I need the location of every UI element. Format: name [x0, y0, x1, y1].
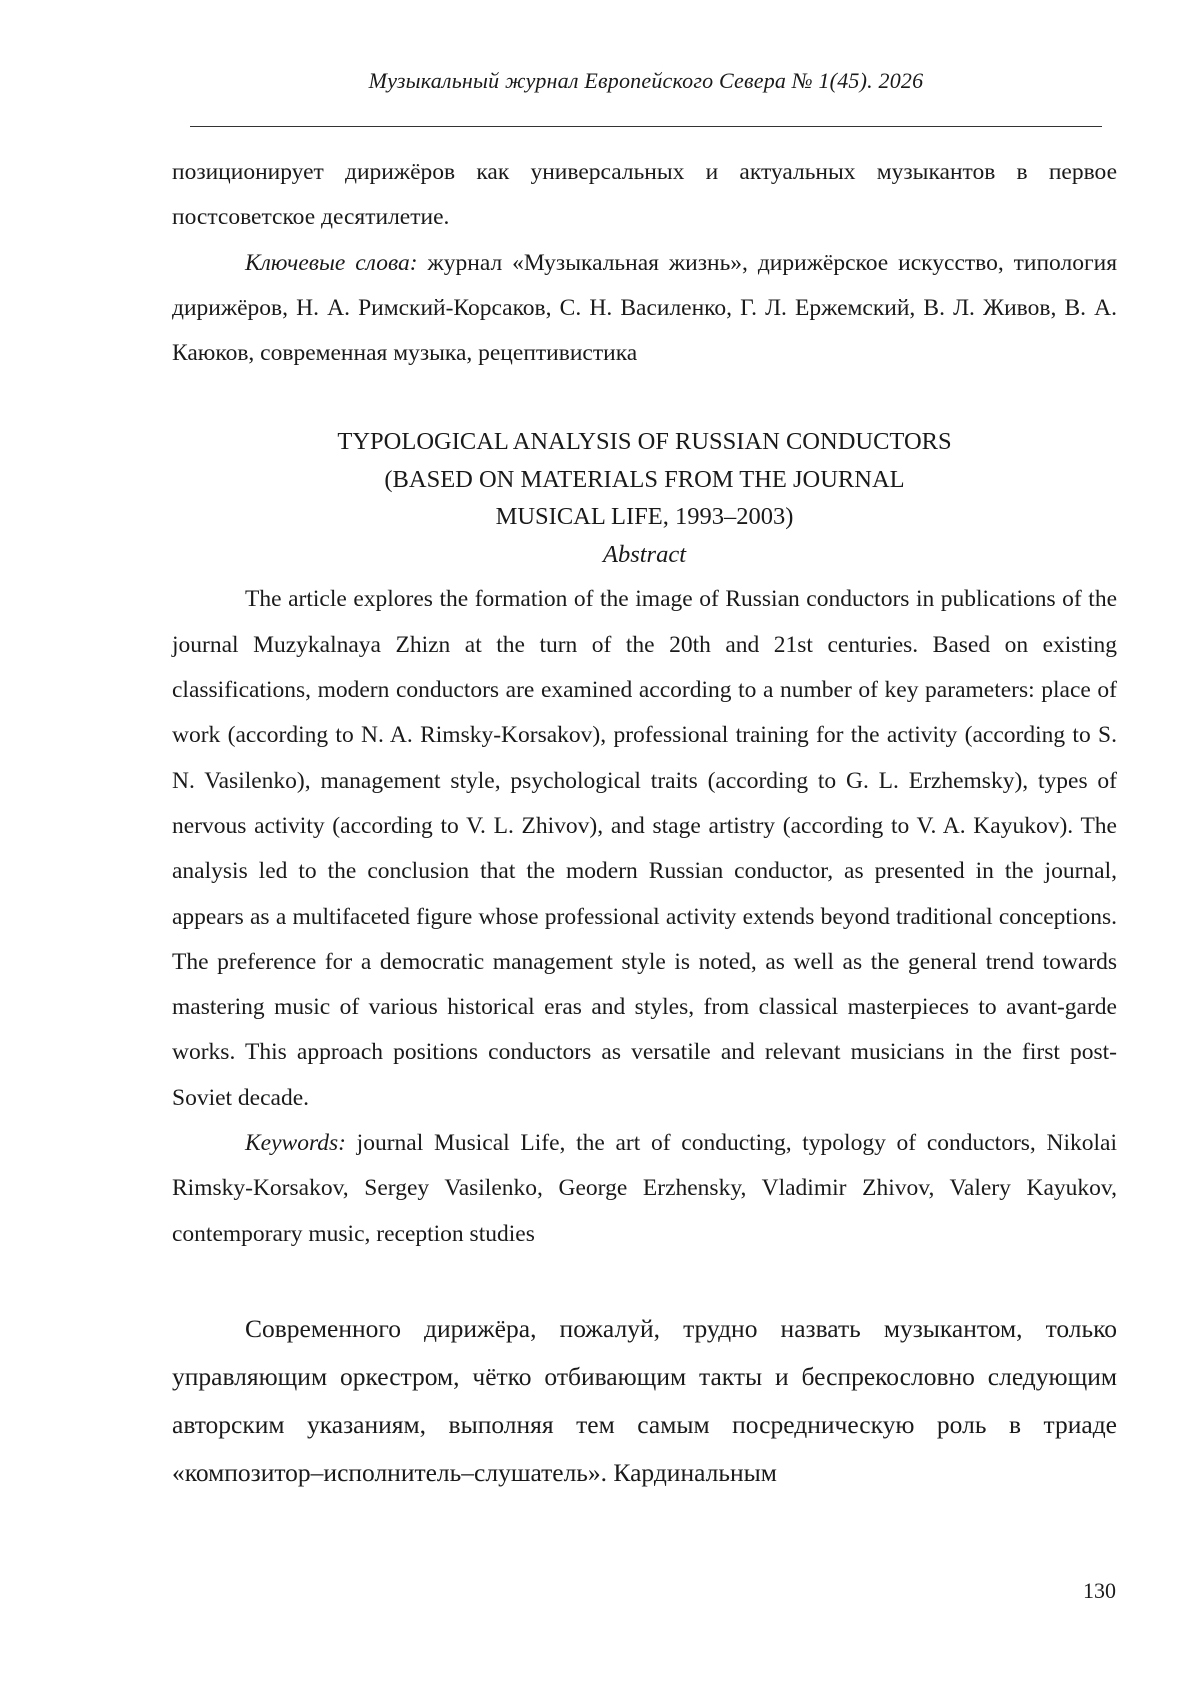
en-keywords-label: Keywords:: [245, 1130, 346, 1157]
article-title-line-1: TYPOLOGICAL ANALYSIS OF RUSSIAN CONDUCTORS: [337, 428, 952, 456]
header-divider: [190, 126, 1102, 127]
en-keywords-text: journal Musical Life, the art of conducting, typology of conductors, Nikolai Rimsky-Korsakov, Sergey Vasilenko, George Erzhensky, Vladimir Zhivov, Valery Kayukov, contemporary music, reception studies: [172, 1130, 1117, 1247]
page-number: 130: [1083, 1578, 1116, 1603]
abstract-heading: Abstract: [602, 540, 687, 568]
running-header: Музыкальный журнал Европейского Севера № 1(45). 2026: [368, 68, 924, 93]
ru-keywords-label: Ключевые слова:: [245, 249, 418, 276]
ru-keywords-text: журнал «Музыкальная жизнь», дирижёрское искусство, типология дирижёров, Н. А. Римский-Корсаков, С. Н. Василенко, Г. Л. Ержемский, В. Л. Живов, В. А. Каюков, современная музыка, рецептивистика: [172, 249, 1118, 367]
en-keywords: [172, 1121, 1117, 1257]
body-paragraph: Современного дирижёра, пожалуй, трудно назвать музыкантом, только управляющим оркестром, чётко отбивающим такты и беспрекословно следующим авторским указаниям, выполняя тем самым посредническую роль в триаде «композитор–исполнитель–слушатель». Кардинальным: [172, 1313, 1117, 1487]
article-title-line-2: (BASED ON MATERIALS FROM THE JOURNAL: [384, 465, 905, 493]
section-spacer: [172, 1257, 1117, 1305]
section-spacer: [172, 376, 1117, 421]
english-title-block: [172, 423, 1117, 573]
ru-keywords: [172, 241, 1117, 377]
ru-abstract-continuation: позиционирует дирижёров как универсальных и актуальных музыкантов в первое постсоветское десятилетие.: [172, 159, 1117, 231]
article-title-line-3: MUSICAL LIFE, 1993–2003): [495, 503, 794, 531]
page-content: [172, 150, 1117, 1497]
english-abstract: The article explores the formation of the image of Russian conductors in publications of the journal Muzykalnaya Zhizn at the turn of the 20th and 21st centuries. Based on existing classifications, modern conductors are examined according to a number of key parameters: place of work (according to N. A. Rimsky-Korsakov), professional training for the activity (according to S. N. Vasilenko), management style, psychological traits (according to G. L. Erzhemsky), types of nervous activity (according to V. L. Zhivov), and stage artistry (according to V. A. Kayukov). The analysis led to the conclusion that the modern Russian conductor, as presented in the journal, appears as a multifaceted figure whose professional activity extends beyond traditional conceptions. The preference for a democratic management style is noted, as well as the general trend towards mastering music of various historical eras and styles, from classical masterpieces to avant-garde works. This approach positions conductors as versatile and relevant musicians in the first post-Soviet decade.: [172, 586, 1117, 1111]
